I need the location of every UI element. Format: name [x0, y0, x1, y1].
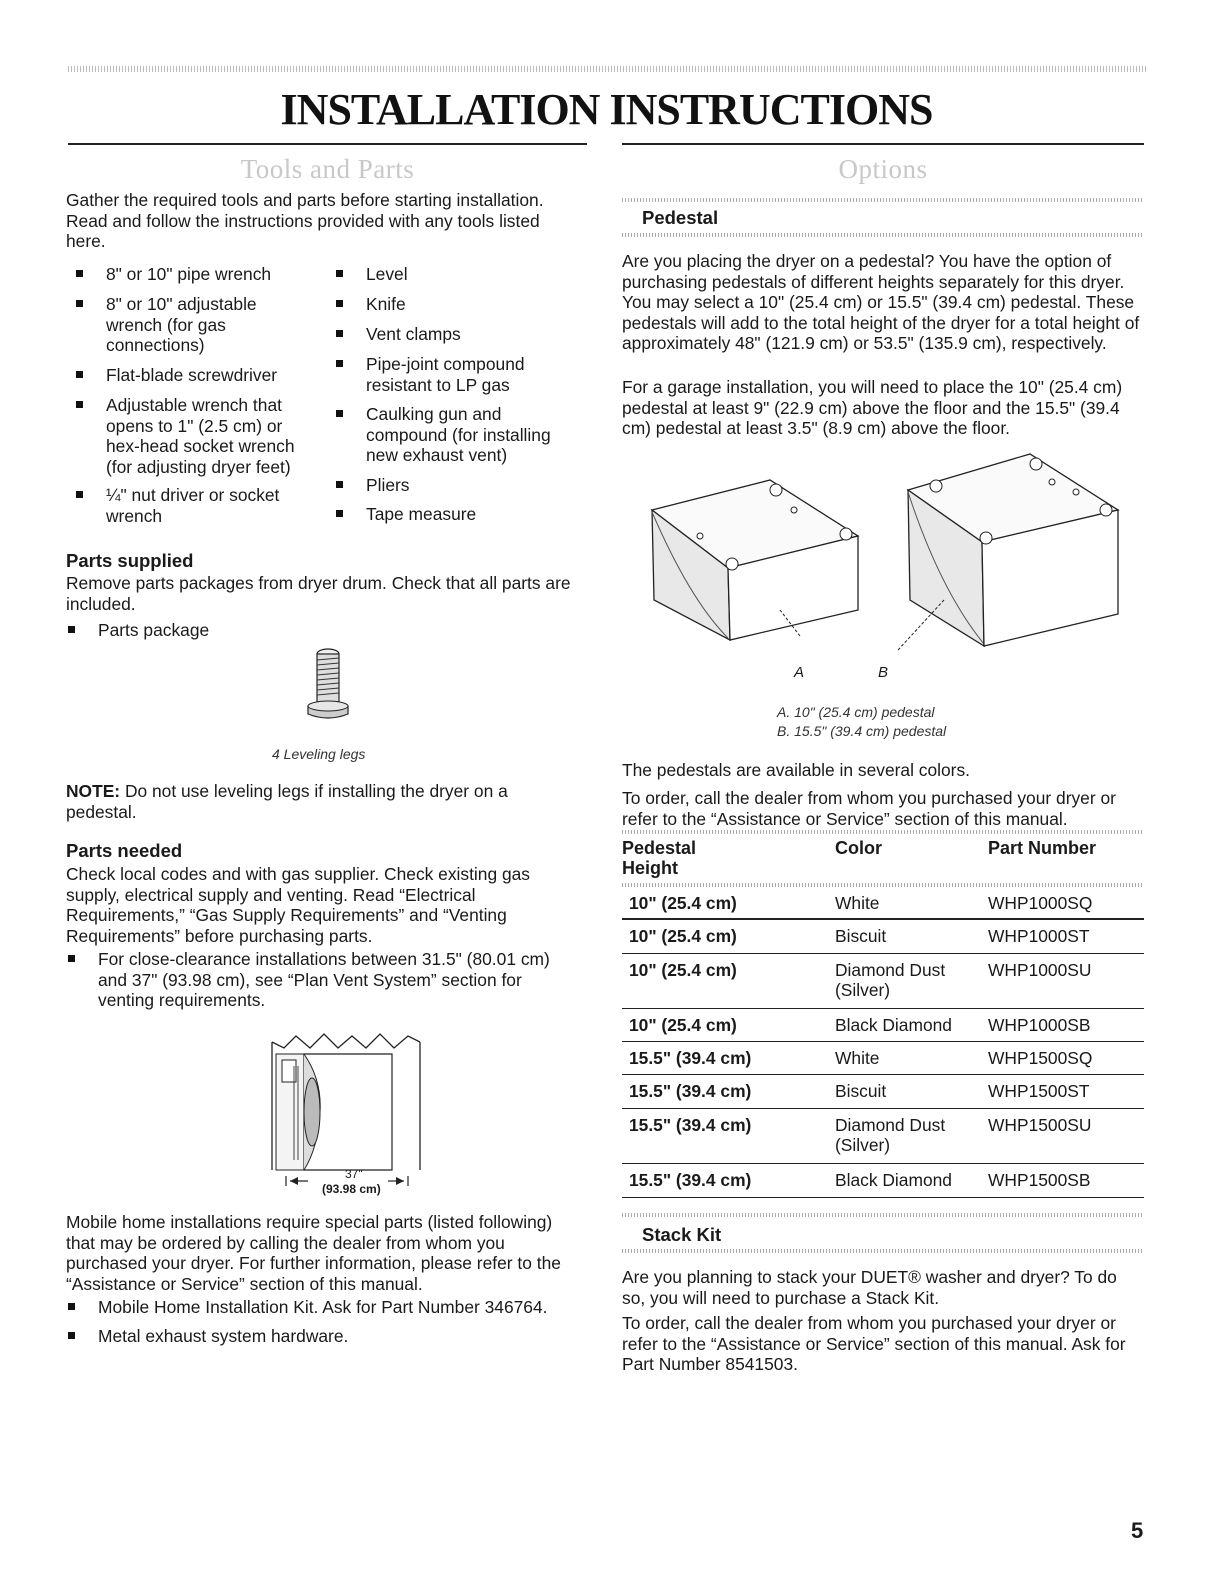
- parts-supplied-heading: Parts supplied: [66, 550, 194, 571]
- table-row-divider: [622, 919, 1144, 920]
- parts-needed-heading: Parts needed: [66, 840, 183, 861]
- note-text: [66, 781, 566, 822]
- table-header-color: Color: [835, 838, 882, 858]
- options-heading: Options: [838, 154, 928, 184]
- tool-item: [366, 354, 525, 395]
- tool-item: [366, 475, 410, 496]
- table-cell-height: 15.5" (39.4 cm): [629, 1048, 752, 1068]
- tool-item: [106, 485, 279, 526]
- mobile-item-1: Mobile Home Installation Kit. Ask for Part Number 346764.: [98, 1297, 548, 1317]
- table-row-divider: [622, 1108, 1144, 1109]
- tool-item-line: resistant to LP gas: [366, 374, 510, 395]
- pedestal-label-a: A: [794, 664, 805, 681]
- page-number: 5: [1131, 1518, 1144, 1543]
- dimension-cm: (93.98 cm): [322, 1182, 381, 1196]
- tool-item-line: 8" or 10" pipe wrench: [106, 264, 272, 284]
- tool-item-line: Caulking gun and: [366, 404, 502, 424]
- tool-item-line: opens to 1" (2.5 cm) or: [106, 415, 283, 436]
- tool-item-line: Tape measure: [366, 504, 477, 524]
- table-cell-part-number: WHP1000SU: [988, 960, 1092, 980]
- table-cell-color: White: [835, 1048, 880, 1068]
- tool-item-line: (for adjusting dryer feet): [106, 456, 291, 477]
- tool-item-line: Level: [366, 264, 408, 284]
- note-body: Do not use leveling legs if installing the dryer on a pedestal.: [66, 781, 508, 822]
- pedestal-label-b: B: [878, 664, 889, 681]
- table-cell-part-number: WHP1500SB: [988, 1170, 1091, 1190]
- tool-item-line: compound (for installing: [366, 424, 551, 445]
- leveling-leg-illustration: [304, 646, 354, 728]
- table-cell-part-number: WHP1500SQ: [988, 1048, 1093, 1068]
- tool-item: [106, 294, 257, 356]
- tool-item-line: wrench: [106, 505, 163, 526]
- tool-item-line: ¼" nut driver or socket: [106, 485, 280, 505]
- tool-item-line: 8" or 10" adjustable: [106, 294, 257, 314]
- pedestal-caption-b: B. 15.5" (39.4 cm) pedestal: [777, 723, 947, 739]
- tool-item: [106, 365, 277, 386]
- pedestal-paragraph-2: For a garage installation, you will need to place the 10" (25.4 cm) pedestal at least 9" (22.9 cm) above the floor and the 15.5" (39.4 cm) pedestal at least 3.5" (8.9 cm) above the floor.: [622, 377, 1123, 438]
- left-column-rule: [68, 143, 587, 145]
- stack-bottom-dots: [622, 1249, 1144, 1253]
- table-cell-color: White: [835, 893, 880, 913]
- table-cell-color: Diamond Dust (Silver): [835, 960, 946, 1000]
- tool-item-line: Vent clamps: [366, 324, 461, 344]
- table-cell-height: 15.5" (39.4 cm): [629, 1115, 752, 1135]
- tool-item: [366, 294, 406, 315]
- tool-item: [106, 264, 271, 285]
- tools-and-parts-heading: Tools and Parts: [240, 154, 415, 184]
- pedestal-top-dots: [622, 198, 1144, 202]
- tool-item-line: new exhaust vent): [366, 445, 508, 465]
- stack-kit-paragraph-2: To order, call the dealer from whom you purchased your dryer or refer to the “Assistance or Service” section of this manual. Ask for Part Number 8541503.: [622, 1313, 1126, 1374]
- table-cell-height: 15.5" (39.4 cm): [629, 1081, 752, 1101]
- tool-item-line: Pipe-joint compound: [366, 354, 525, 374]
- stack-kit-heading: Stack Kit: [642, 1224, 722, 1245]
- parts-package-item: Parts package: [98, 620, 210, 640]
- table-cell-color: Diamond Dust (Silver): [835, 1115, 946, 1155]
- table-cell-height: 15.5" (39.4 cm): [629, 1170, 752, 1190]
- table-header-dots: [622, 883, 1144, 887]
- pedestal-heading: Pedestal: [642, 207, 719, 228]
- pedestal-caption-a: A. 10" (25.4 cm) pedestal: [777, 704, 935, 720]
- stack-kit-paragraph-1: Are you planning to stack your DUET® washer and dryer? To do so, you will need to purchase a Stack Kit.: [622, 1267, 1117, 1308]
- pedestal-order-text: To order, call the dealer from whom you purchased your dryer or refer to the “Assistance or Service” section of this manual.: [622, 788, 1116, 829]
- tool-item-line: hex-head socket wrench: [106, 436, 295, 456]
- table-row-divider: [622, 1008, 1144, 1009]
- table-cell-part-number: WHP1000SQ: [988, 893, 1093, 913]
- parts-supplied-text: Remove parts packages from dryer drum. Check that all parts are included.: [66, 573, 571, 614]
- table-row-divider: [622, 1041, 1144, 1042]
- tool-item-line: Pliers: [366, 475, 410, 495]
- dimension-inches: 37": [345, 1167, 363, 1181]
- table-cell-part-number: WHP1500ST: [988, 1081, 1090, 1101]
- tool-item-line: Flat-blade screwdriver: [106, 365, 278, 385]
- table-cell-color: Black Diamond: [835, 1015, 952, 1035]
- tool-item-line: wrench (for gas: [106, 314, 226, 335]
- table-row-divider: [622, 1074, 1144, 1075]
- mobile-home-text: Mobile home installations require special parts (listed following) that may be ordered by calling the dealer from whom you purchased your dryer. For further information, please refer to the “Assistance or Service” section of this manual.: [66, 1212, 561, 1294]
- table-header-height: Pedestal Height: [622, 838, 697, 878]
- table-cell-height: 10" (25.4 cm): [629, 893, 737, 913]
- table-cell-part-number: WHP1500SU: [988, 1115, 1092, 1135]
- header-band: [68, 66, 1146, 72]
- parts-needed-text: Check local codes and with gas supplier. Check existing gas supply, electrical supply and venting. Read “Electrical Requirements,” “Gas Supply Requirements” and “Venting Requirements” before purchasing parts.: [66, 864, 531, 946]
- table-row-divider: [622, 1163, 1144, 1164]
- tool-item: [106, 395, 295, 477]
- pedestal-colors-text: The pedestals are available in several colors.: [622, 760, 970, 780]
- right-column-rule: [622, 143, 1144, 145]
- page-title: INSTALLATION INSTRUCTIONS: [280, 85, 933, 134]
- table-cell-part-number: WHP1000SB: [988, 1015, 1091, 1035]
- table-bottom-rule: [622, 1197, 1144, 1198]
- tool-item: [366, 504, 476, 525]
- table-header-part-number: Part Number: [988, 838, 1097, 858]
- table-cell-height: 10" (25.4 cm): [629, 926, 737, 946]
- mobile-item-2: Metal exhaust system hardware.: [98, 1326, 349, 1346]
- tool-item-line: connections): [106, 335, 205, 355]
- table-cell-color: Biscuit: [835, 926, 887, 946]
- tool-item: [366, 324, 461, 345]
- close-clearance-item: For close-clearance installations between 31.5" (80.01 cm) and 37" (93.98 cm), see “Plan Vent System” section for venting requirements.: [98, 949, 573, 1011]
- tool-item: [366, 404, 551, 466]
- pedestal-paragraph-1: Are you placing the dryer on a pedestal? You have the option of purchasing pedestals of different heights separately for this dryer. You may select a 10" (25.4 cm) or 15.5" (39.4 cm) pedestal. These pedestals will add to the total height of the dryer for a total height of approximately 48" (121.9 cm) or 53.5" (135.9 cm), respectively.: [622, 251, 1140, 353]
- table-cell-height: 10" (25.4 cm): [629, 1015, 737, 1035]
- note-label: NOTE:: [66, 781, 121, 801]
- tool-item-line: Adjustable wrench that: [106, 395, 282, 415]
- stack-top-dots: [622, 1213, 1144, 1217]
- table-top-dots: [622, 830, 1144, 834]
- tool-item-line: Knife: [366, 294, 406, 314]
- table-cell-height: 10" (25.4 cm): [629, 960, 737, 980]
- table-row-divider: [622, 953, 1144, 954]
- tools-intro: Gather the required tools and parts before starting installation. Read and follow the instructions provided with any tools listed here.: [66, 190, 544, 251]
- table-cell-part-number: WHP1000ST: [988, 926, 1090, 946]
- table-row-divider: [622, 918, 1144, 919]
- table-cell-color: Biscuit: [835, 1081, 887, 1101]
- table-cell-color: Black Diamond: [835, 1170, 952, 1190]
- tool-item: [366, 264, 408, 285]
- leveling-legs-caption: 4 Leveling legs: [272, 746, 366, 762]
- pedestal-illustration: [640, 450, 1140, 660]
- pedestal-bottom-dots: [622, 233, 1144, 237]
